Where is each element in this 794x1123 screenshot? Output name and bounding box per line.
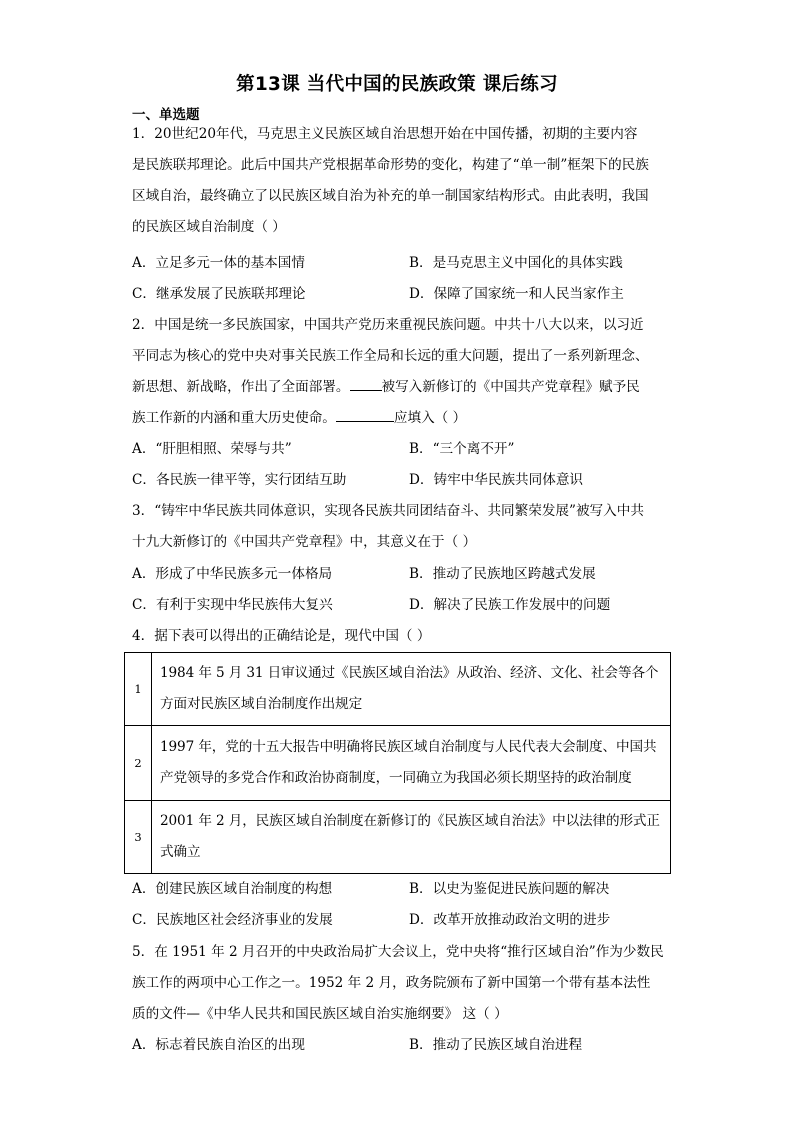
option-a: A．“肝胆相照、荣辱与共”	[132, 441, 292, 457]
question-line: 族工作的两项中心工作之一。1952 年 2 月，政务院颁布了新中国第一个带有基本法性	[132, 975, 651, 991]
option-a: A．创建民族区域自治制度的构想	[132, 881, 333, 897]
question-text: 应填入（ ）	[393, 410, 467, 426]
row-line: 1984 年 5 月 31 日审议通过《民族区域自治法》从政治、经济、文化、社会等各个	[160, 665, 659, 681]
question-text: 新思想、新战略，作出了全面部署。	[132, 379, 350, 395]
question-4-options-ab	[132, 874, 672, 905]
question-line: 是民族联邦理论。此后中国共产党根据革命形势的变化，构建了“单一制”框架下的民族	[132, 157, 649, 173]
row-content	[152, 653, 671, 726]
row-line: 产党领导的多党合作和政治协商制度，一同确立为我国必须长期坚持的政治制度	[160, 770, 632, 786]
question-1-options-ab	[132, 248, 672, 279]
table-row	[125, 653, 671, 726]
question-1-options-cd	[132, 279, 672, 310]
row-line: 1997 年，党的十五大报告中明确将民族区域自治制度与人民代表大会制度、中国共	[160, 739, 657, 755]
answer-blank	[350, 376, 382, 391]
option-b: B．“三个离不开”	[409, 441, 515, 457]
row-content	[152, 726, 671, 801]
row-content	[152, 801, 671, 874]
question-4-stem	[132, 621, 672, 652]
question-3-options-ab	[132, 559, 672, 590]
question-2-stem	[132, 310, 672, 434]
question-line: 5．在 1951 年 2 月召开的中央政治局扩大会议上，党中央将“推行区域自治”作为少数民	[132, 944, 664, 960]
question-line: 区域自治，最终确立了以民族区域自治为补充的单一制国家结构形式。由此表明，我国	[132, 188, 649, 204]
row-line: 2001 年 2 月，民族区域自治制度在新修订的《民族区域自治法》中以法律的形式正	[160, 813, 660, 829]
option-b: B．推动了民族区域自治进程	[409, 1037, 583, 1053]
question-line	[132, 372, 672, 403]
option-d: D．解决了民族工作发展中的问题	[409, 597, 611, 613]
question-line: 质的文件—《中华人民共和国民族区域自治实施纲要》 这（ ）	[132, 1006, 508, 1022]
row-line: 方面对民族区域自治制度作出规定	[160, 696, 363, 712]
page-title: 第13课 当代中国的民族政策 课后练习	[236, 74, 558, 95]
option-b: B．推动了民族地区跨越式发展	[409, 566, 596, 582]
table-row	[125, 726, 671, 801]
row-number: 3	[125, 801, 152, 874]
question-line: 十九大新修订的《中国共产党章程》中，其意义在于（ ）	[132, 534, 477, 550]
option-c: C．民族地区社会经济事业的发展	[132, 912, 333, 928]
question-3-stem	[132, 496, 672, 558]
table-row	[125, 801, 671, 874]
row-number: 2	[125, 726, 152, 801]
question-4-options-cd	[132, 905, 672, 936]
question-text: 被写入新修订的《中国共产党章程》赋予民	[381, 379, 640, 395]
question-line: 平同志为核心的党中央对事关民族工作全局和长远的重大问题，提出了一系列新理念、	[132, 348, 649, 364]
option-d: D．铸牢中华民族共同体意识	[409, 472, 584, 488]
question-2-options-ab	[132, 434, 672, 465]
question-line: 1．20世纪20年代，马克思主义民族区域自治思想开始在中国传播，初期的主要内容	[132, 126, 638, 142]
option-c: C．继承发展了民族联邦理论	[132, 286, 306, 302]
option-a: A．立足多元一体的基本国情	[132, 255, 305, 271]
question-5-stem	[132, 937, 672, 1030]
row-number: 1	[125, 653, 152, 726]
question-line: 3．“铸牢中华民族共同体意识，实现各民族共同团结奋斗、共同繁荣发展”被写入中共	[132, 503, 644, 519]
question-3-options-cd	[132, 590, 672, 621]
question-text: 族工作新的内涵和重大历史使命。	[132, 410, 336, 426]
question-5-options-ab	[132, 1030, 672, 1061]
history-table	[124, 652, 671, 874]
option-c: C．有利于实现中华民族伟大复兴	[132, 597, 333, 613]
question-line: 2．中国是统一多民族国家，中国共产党历来重视民族问题。中共十八大以来，以习近	[132, 317, 644, 333]
row-line: 式确立	[160, 844, 201, 860]
section-heading: 一、单选题	[132, 107, 200, 123]
option-d: D．改革开放推动政治文明的进步	[409, 912, 611, 928]
option-a: A．标志着民族自治区的出现	[132, 1037, 305, 1053]
question-line	[132, 403, 672, 434]
question-line: 4．据下表可以得出的正确结论是，现代中国（ ）	[132, 628, 431, 644]
question-1-stem	[132, 119, 672, 243]
answer-blank	[336, 407, 394, 422]
option-a: A．形成了中华民族多元一体格局	[132, 566, 333, 582]
question-line: 的民族区域自治制度（ ）	[132, 219, 286, 235]
question-2-options-cd	[132, 465, 672, 496]
option-b: B．以史为鉴促进民族问题的解决	[409, 881, 610, 897]
option-b: B．是马克思主义中国化的具体实践	[409, 255, 623, 271]
option-d: D．保障了国家统一和人民当家作主	[409, 286, 624, 302]
option-c: C．各民族一律平等，实行团结互助	[132, 472, 347, 488]
